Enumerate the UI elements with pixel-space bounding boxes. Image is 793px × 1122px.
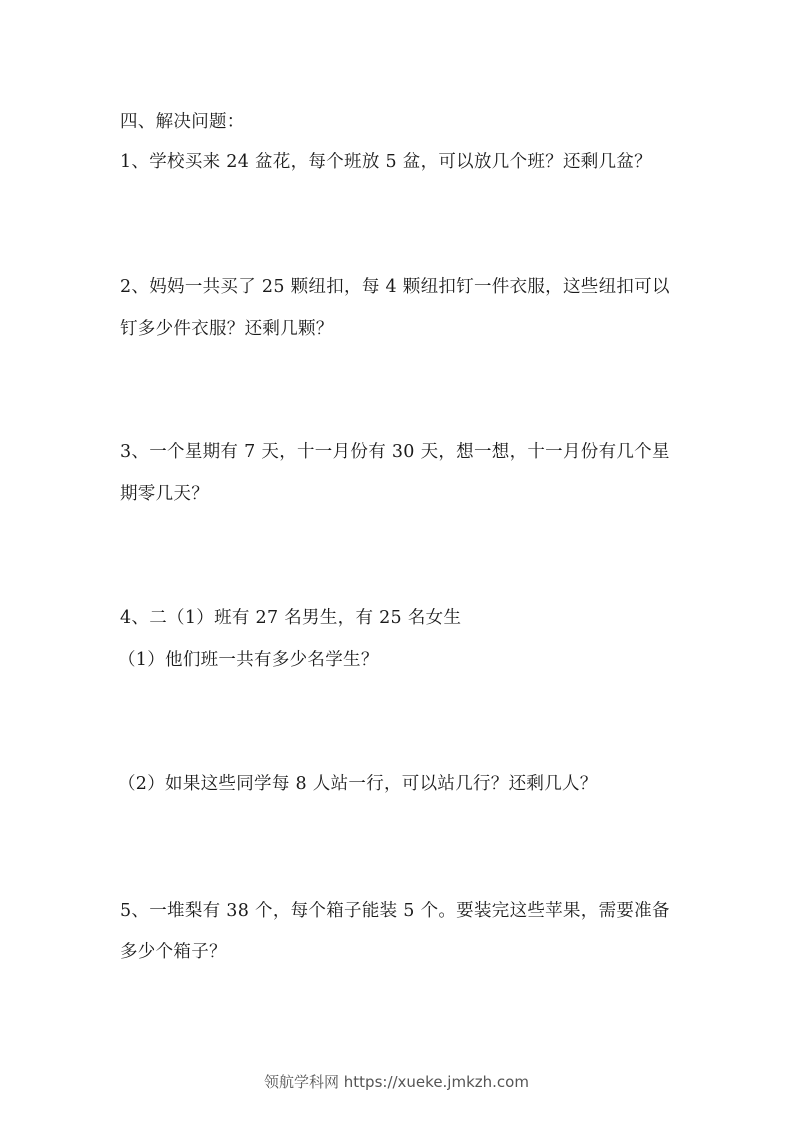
footer-watermark: 领航学科网 https://xueke.jmkzh.com	[264, 1073, 529, 1091]
question-5-line-1: 5、一堆梨有 38 个，每个箱子能装 5 个。要装完这些苹果，需要准备	[120, 901, 670, 921]
question-2-line-2: 钉多少件衣服？还剩几颗？	[120, 319, 334, 339]
question-2-line-1: 2、妈妈一共买了 25 颗纽扣，每 4 颗纽扣钉一件衣服，这些纽扣可以	[120, 277, 670, 297]
question-3-line-1: 3、一个星期有 7 天，十一月份有 30 天，想一想，十一月份有几个星	[120, 442, 670, 462]
question-1-line-1: 1、学校买来 24 盆花，每个班放 5 盆，可以放几个班？还剩几盆？	[120, 152, 652, 172]
question-5-line-2: 多少个箱子？	[120, 942, 227, 962]
question-4-sub-2: （2）如果这些同学每 8 人站一行，可以站几行？还剩几人？	[118, 774, 598, 794]
question-3-line-2: 期零几天？	[120, 484, 209, 504]
section-heading: 四、解决问题：	[120, 112, 245, 132]
question-4-sub-1: （1）他们班一共有多少名学生？	[118, 650, 379, 670]
question-4-line-1: 4、二（1）班有 27 名男生，有 25 名女生	[120, 608, 462, 628]
